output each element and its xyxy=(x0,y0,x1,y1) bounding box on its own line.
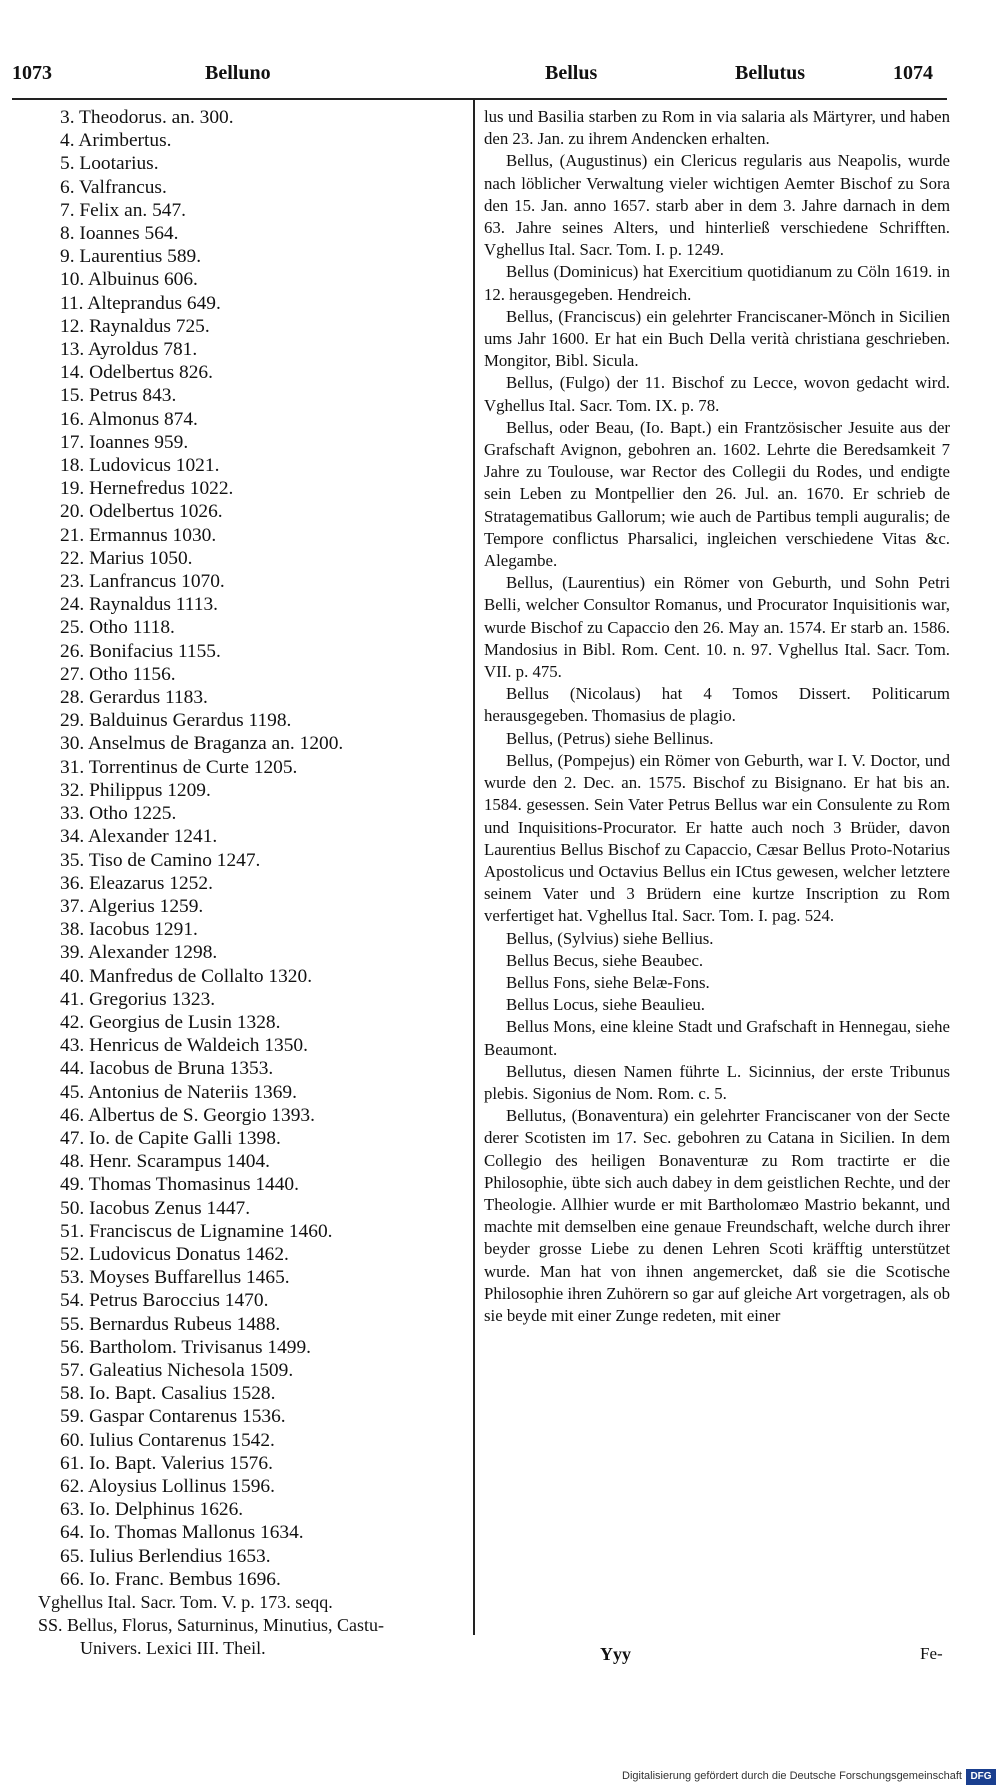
list-item: 4. Arimbertus. xyxy=(60,130,172,152)
list-item: 29. Balduinus Gerardus 1198. xyxy=(60,710,292,732)
list-item: 17. Ioannes 959. xyxy=(60,431,189,453)
dfg-logo-icon: DFG xyxy=(966,1769,996,1785)
right-running-title: Bellutus xyxy=(735,62,806,84)
list-item: 26. Bonifacius 1155. xyxy=(60,640,221,662)
list-item: 41. Gregorius 1323. xyxy=(60,988,216,1010)
list-item: 27. Otho 1156. xyxy=(60,663,176,685)
list-item: 38. Iacobus 1291. xyxy=(60,919,198,941)
list-item: 6. Valfrancus. xyxy=(60,176,167,198)
entry-paragraph: Bellus Fons, siehe Belæ-Fons. xyxy=(506,972,710,992)
list-item: 52. Ludovicus Donatus 1462. xyxy=(60,1243,289,1265)
list-item: 24. Raynaldus 1113. xyxy=(60,594,218,616)
list-item: 22. Marius 1050. xyxy=(60,547,193,569)
list-item: 55. Bernardus Rubeus 1488. xyxy=(60,1313,281,1335)
list-item: 43. Henricus de Waldeich 1350. xyxy=(60,1035,308,1057)
right-column-entries xyxy=(484,106,950,1327)
list-item: 53. Moyses Buffarellus 1465. xyxy=(60,1267,290,1289)
entry-paragraph: Bellus, (Fulgo) der 11. Bischof zu Lecce, wovon gedacht wird. Vghellus Ital. Sacr. Tom. IX. p. 78. xyxy=(484,373,950,415)
list-item: 60. Iulius Contarenus 1542. xyxy=(60,1429,275,1451)
digitization-footer xyxy=(0,1768,1000,1788)
entry-paragraph: Bellutus, (Bonaventura) ein gelehrter Franciscaner von der Secte derer Scotisten im 17. Sec. gebohren zu Catana in Sicilien. In dem Collegio des heiligen Bonaventuræ zu Rom tractirte er die Philosophie, übte sich auch dabey in dem geistlichen Rechte, und der Theologie. Allhier wurde er mit Bartholomæo Mastrio bekannt, und machte mit demselben eine genaue Freundschaft, welche durch ihrer beyder grosse Liebe zu denen Lehren Scoti kräfftig unterstützet wurde. Man hat von ihnen angemercket, daß sie die Scotische Philosophie ihren Zuhörern so gar auf gleiche Art vorgetragen, als ob sie beyde mit einer Zunge redeten, mit einer xyxy=(484,1106,950,1325)
list-item: 16. Almonus 874. xyxy=(60,408,198,430)
list-item: 49. Thomas Thomasinus 1440. xyxy=(60,1174,299,1196)
list-item: 54. Petrus Baroccius 1470. xyxy=(60,1290,269,1312)
list-item: 46. Albertus de S. Georgio 1393. xyxy=(60,1104,315,1126)
entry-paragraph: Bellus, (Laurentius) ein Römer von Geburth, und Sohn Petri Belli, welcher Consultor Romanus, und Procurator Inquisitionis war, wurde Bischof zu Capaccio den 26. May an. 1574. Er starb an. 1586. Mandosius in Bibl. Rom. Cent. 10. n. 97. Vghellus Ital. Sacr. Tom. VII. p. 475. xyxy=(484,573,950,682)
list-item: 48. Henr. Scarampus 1404. xyxy=(60,1151,271,1173)
entry-paragraph: Bellus, (Pompejus) ein Römer von Geburth, war I. V. Doctor, und wurde den 2. Dec. an. 1575. Bischof zu Bisignano. Er hat bis an. 1584. gesessen. Sein Vater Petrus Bellus war ein Consulente zu Rom und Inquisitions-Procurator. Er hatte auch noch 3 Brüder, davon Laurentius Bellus Bischof zu Capaccio, Cæsar Bellus Proto-Notarius Apostolicus und Octavius Bellus ein ICtus gewesen, welcher letztere seinem Vater und 3 Brüdern eine kurtze Inscription zu Rom verfertiget hat. Vghellus Ital. Sacr. Tom. I. pag. 524. xyxy=(484,750,950,926)
lexicon-signature-line: Univers. Lexici III. Theil. xyxy=(80,1638,266,1659)
list-item: 5. Lootarius. xyxy=(60,153,159,175)
list-item: 58. Io. Bapt. Casalius 1528. xyxy=(60,1383,276,1405)
list-item: 39. Alexander 1298. xyxy=(60,942,218,964)
list-item: 45. Antonius de Nateriis 1369. xyxy=(60,1081,297,1103)
entry-paragraph: Bellus, oder Beau, (Io. Bapt.) ein Frantzösischer Jesuite aus der Grafschaft Avignon, gebohren an. 1602. Lehrte die Beredsamkeit 7 Jahre zu Toulouse, war Rector des Collegii du Rodes, und endigte sein Leben zu Montpellier den 26. Jul. an. 1670. Er schrieb de Stratagematibus Gallorum; wie auch de Partibus templi auguralis; de Tempore conflictus Pharsalici, ingleichen verschiedene Vitas &c. Alegambe. xyxy=(484,417,950,571)
list-item: 28. Gerardus 1183. xyxy=(60,687,208,709)
list-item: 42. Georgius de Lusin 1328. xyxy=(60,1011,281,1033)
list-item: 65. Iulius Berlendius 1653. xyxy=(60,1545,271,1567)
list-item: 50. Iacobus Zenus 1447. xyxy=(60,1197,251,1219)
list-item: 3. Theodorus. an. 300. xyxy=(60,107,234,128)
entry-paragraph: Bellus, (Sylvius) siehe Bellius. xyxy=(506,928,714,948)
list-item: 9. Laurentius 589. xyxy=(60,246,202,268)
column-divider xyxy=(473,100,475,1635)
printer-signature: Yyy xyxy=(600,1644,631,1664)
list-item: 20. Odelbertus 1026. xyxy=(60,501,223,523)
list-item: 21. Ermannus 1030. xyxy=(60,524,217,546)
right-page-number: 1074 xyxy=(893,62,933,84)
list-item: 18. Ludovicus 1021. xyxy=(60,455,220,477)
list-item: 62. Aloysius Lollinus 1596. xyxy=(60,1475,275,1497)
list-item: 8. Ioannes 564. xyxy=(60,223,179,245)
entry-paragraph: Bellus Mons, eine kleine Stadt und Grafschaft in Hennegau, siehe Beaumont. xyxy=(484,1017,950,1059)
list-item: 12. Raynaldus 725. xyxy=(60,315,210,337)
list-item: 32. Philippus 1209. xyxy=(60,779,211,801)
entry-paragraph: Bellus, (Petrus) siehe Bellinus. xyxy=(506,728,714,748)
entry-paragraph: Bellus, (Augustinus) ein Clericus regularis aus Neapolis, wurde nach löblicher Verwaltung vieler wichtigen Aemter Bischof zu Sora den 15. Jan. anno 1657. starb aber in dem 3. Jahre darnach in dem 63. Jahre seines Alters, und hinterließ verschiedene Schrifften. Vghellus Ital. Sacr. Tom. I. p. 1249. xyxy=(484,151,950,260)
list-item: 61. Io. Bapt. Valerius 1576. xyxy=(60,1452,273,1474)
list-item: 40. Manfredus de Collalto 1320. xyxy=(60,965,313,987)
entry-paragraph: Bellus (Dominicus) hat Exercitium quotidianum zu Cöln 1619. in 12. herausgegeben. Hendreich. xyxy=(484,262,950,304)
list-item: 23. Lanfrancus 1070. xyxy=(60,571,225,593)
list-item: 15. Petrus 843. xyxy=(60,385,177,407)
list-item: 33. Otho 1225. xyxy=(60,803,177,825)
list-item: 25. Otho 1118. xyxy=(60,617,175,639)
center-running-title: Bellus xyxy=(545,62,598,84)
list-item: 64. Io. Thomas Mallonus 1634. xyxy=(60,1522,304,1544)
list-item: 59. Gaspar Contarenus 1536. xyxy=(60,1406,286,1428)
list-item: 10. Albuinus 606. xyxy=(60,269,198,291)
list-item: 34. Alexander 1241. xyxy=(60,826,218,848)
digitization-notice: Digitalisierung gefördert durch die Deutsche Forschungsgemeinschaft xyxy=(622,1770,962,1782)
entry-paragraph: Bellus Locus, siehe Beaulieu. xyxy=(506,995,705,1015)
list-item: 63. Io. Delphinus 1626. xyxy=(60,1499,244,1521)
list-item: 31. Torrentinus de Curte 1205. xyxy=(60,756,298,778)
list-item: 13. Ayroldus 781. xyxy=(60,339,198,361)
list-item: 19. Hernefredus 1022. xyxy=(60,478,234,500)
list-item: 44. Iacobus de Bruna 1353. xyxy=(60,1058,274,1080)
list-item: 51. Franciscus de Lignamine 1460. xyxy=(60,1220,333,1242)
entry-paragraph: Bellus, (Franciscus) ein gelehrter Franciscaner-Mönch in Sicilien ums Jahr 1600. Er hat ein Buch Della verità christiana geschrieben. Mongitor, Bibl. Sicula. xyxy=(484,306,950,371)
entry-paragraph: lus und Basilia starben zu Rom in via salaria als Märtyrer, und haben den 23. Jan. zu ihrem Andencken erhalten. xyxy=(484,107,950,149)
list-item: 56. Bartholom. Trivisanus 1499. xyxy=(60,1336,312,1358)
list-item: 35. Tiso de Camino 1247. xyxy=(60,849,261,871)
list-item: 66. Io. Franc. Bembus 1696. xyxy=(60,1568,281,1590)
list-item: 57. Galeatius Nichesola 1509. xyxy=(60,1359,294,1381)
list-item: 47. Io. de Capite Galli 1398. xyxy=(60,1127,281,1149)
left-page-number: 1073 xyxy=(12,62,52,84)
list-item: 11. Alteprandus 649. xyxy=(60,292,221,314)
list-item: 30. Anselmus de Braganza an. 1200. xyxy=(60,733,344,755)
list-item: 14. Odelbertus 826. xyxy=(60,362,213,384)
left-running-title: Belluno xyxy=(205,62,271,84)
list-item: 37. Algerius 1259. xyxy=(60,895,204,917)
saints-note: SS. Bellus, Florus, Saturninus, Minutius, Castu- xyxy=(38,1615,385,1636)
list-item: 36. Eleazarus 1252. xyxy=(60,872,213,894)
catchword: Fe- xyxy=(920,1644,943,1663)
list-item: 7. Felix an. 547. xyxy=(60,199,187,221)
entry-paragraph: Bellutus, diesen Namen führte L. Sicinnius, der erste Tribunus plebis. Sigonius de Nom. Rom. c. 5. xyxy=(484,1061,950,1103)
left-column-bishop-list xyxy=(30,106,470,1661)
header-rule xyxy=(12,98,947,100)
entry-paragraph: Bellus Becus, siehe Beaubec. xyxy=(506,950,704,970)
source-citation: Vghellus Ital. Sacr. Tom. V. p. 173. seqq. xyxy=(38,1592,333,1612)
entry-paragraph: Bellus (Nicolaus) hat 4 Tomos Dissert. Politicarum herausgegeben. Thomasius de plagio. xyxy=(484,684,950,726)
